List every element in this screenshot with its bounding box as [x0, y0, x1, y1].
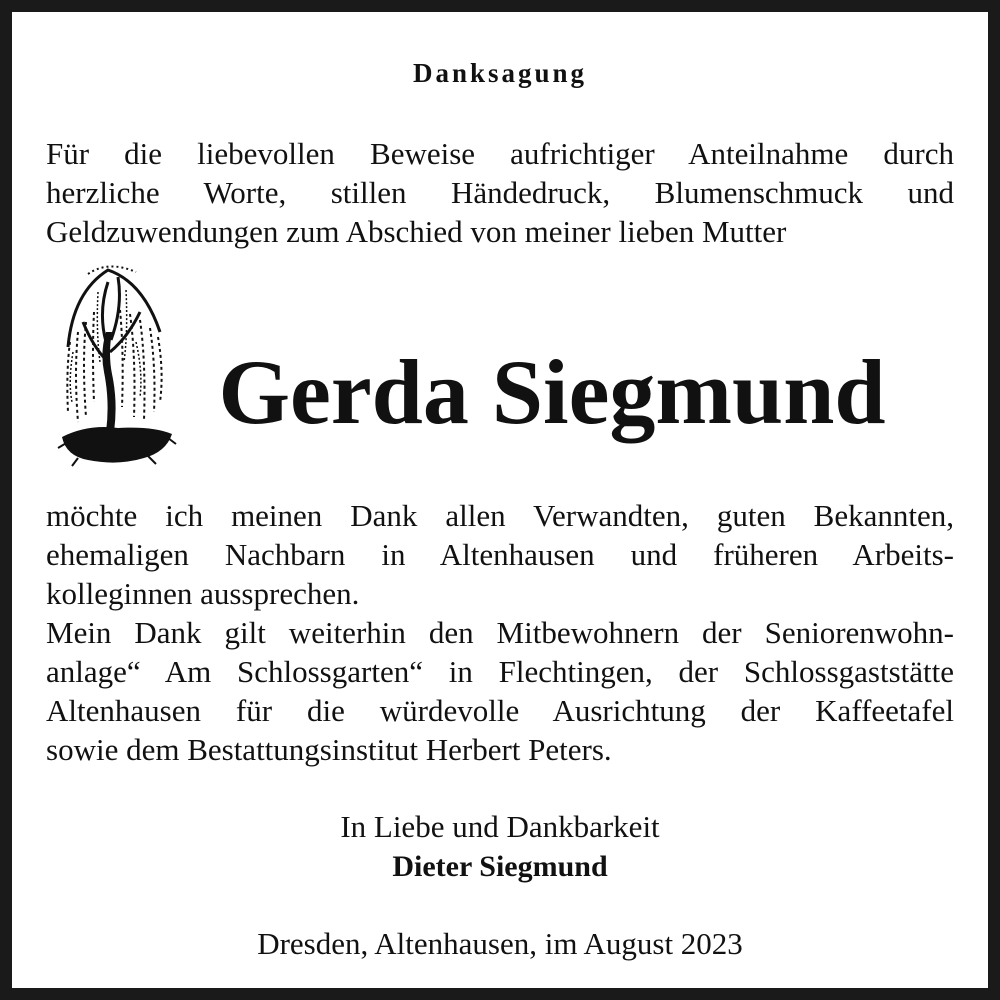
- body-line: möchte ich meinen Dank allen Verwandten, guten Bekannten,: [46, 498, 954, 533]
- intro-line: Geldzuwendungen zum Abschied von meiner lieben Mutter: [46, 214, 787, 249]
- body-line: kolleginnen aussprechen.: [46, 576, 360, 611]
- intro-line: herzliche Worte, stillen Händedruck, Blumenschmuck und: [46, 175, 954, 210]
- body-line: Altenhausen für die würdevolle Ausrichtung der Kaffeetafel: [46, 693, 954, 728]
- body-line: Mein Dank gilt weiterhin den Mitbewohnern der Seniorenwohn-: [46, 615, 954, 650]
- signer-name: Dieter Siegmund: [392, 850, 608, 883]
- place-and-date: Dresden, Altenhausen, im August 2023: [257, 926, 743, 961]
- closing-phrase: In Liebe und Dankbarkeit: [340, 809, 660, 844]
- deceased-name: Gerda Siegmund: [218, 341, 886, 443]
- body-line: ehemaligen Nachbarn in Altenhausen und früheren Arbeits-: [46, 537, 954, 572]
- thanks-paragraph: [46, 496, 954, 769]
- weeping-willow-tree-icon: [48, 252, 178, 477]
- intro-paragraph: [46, 134, 954, 251]
- intro-line: Für die liebevollen Beweise aufrichtiger Anteilnahme durch: [46, 136, 954, 171]
- notice-heading: Danksagung: [412, 58, 588, 88]
- body-line: anlage“ Am Schlossgarten“ in Flechtingen, der Schlossgaststätte: [46, 654, 954, 689]
- body-line: sowie dem Bestattungsinstitut Herbert Peters.: [46, 732, 612, 767]
